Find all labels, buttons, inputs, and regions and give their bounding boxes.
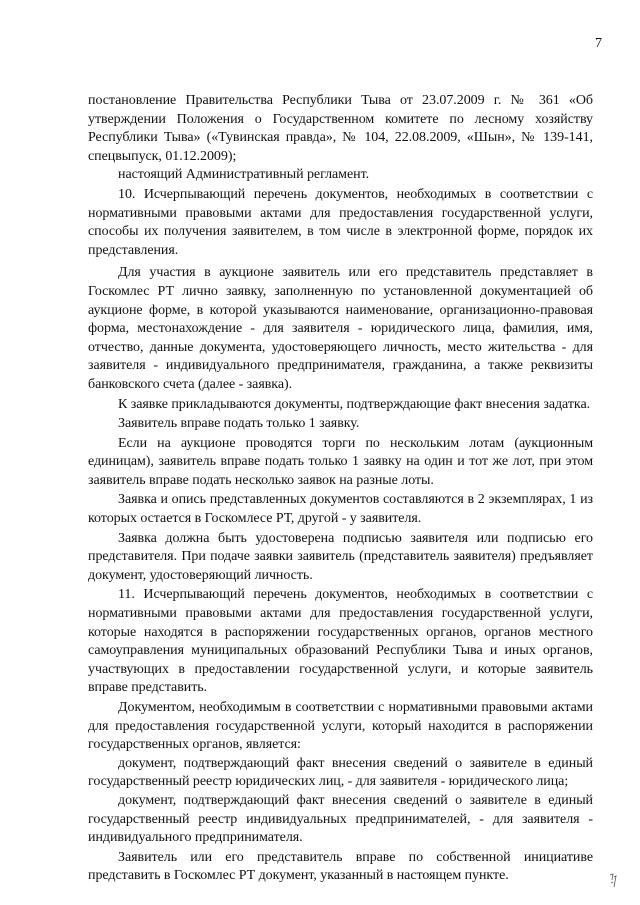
paragraph-multiple-lots: Если на аукционе проводятся торги по нескольким лотам (аукционным единицам), заявитель вправе подать только 1 заявку на один и тот же лот, при этом заявитель вправе подать несколько заявок на разные лоты. xyxy=(88,435,593,488)
document-body xyxy=(88,92,593,886)
paragraph-single-application: Заявитель вправе подать только 1 заявку. xyxy=(118,416,360,432)
paragraph-section-11: 11. Исчерпывающий перечень документов, необходимых в соответствии с нормативными правовыми актами для предоставления государственной услуги, которые находятся в распоряжении государственных органов, органов местного самоуправления муниципальных образований Республики Тыва и иных органов, участвующих в предоставлении государственной услуги, и которые заявитель вправе представить. xyxy=(88,587,593,696)
paragraph-entrepreneur-register: документ, подтверждающий факт внесения сведений о заявителе в единый государственный реестр индивидуальных предпринимателей, - для заявителя - индивидуального предпринимателя. xyxy=(88,792,593,846)
paragraph-deposit-documents: К заявке прикладываются документы, подтверждающие факт внесения задатка. xyxy=(118,396,591,412)
paragraph-legal-entity-register: документ, подтверждающий факт внесения сведений о заявителе в единый государственный реестр юридических лиц, - для заявителя - юридического лица; xyxy=(88,755,593,790)
paragraph-signature: Заявка должна быть удостоверена подписью заявителя или подписью его представителя. При подаче заявки заявитель (представитель заявителя) предъявляет документ, удостоверяющий личность. xyxy=(88,530,593,583)
handwritten-mark xyxy=(608,871,618,891)
paragraph-auction-application: Для участия в аукционе заявитель или его представитель представляет в Госкомлес РТ лично заявку, заполненную по установленной документацией об аукционе форме, в которой указываются наименование, организационно-правовая форма, местонахождение - для заявителя - юридического лица, фамилия, имя, отчество, данные документа, удостоверяющего личность, место жительства - для заявителя - индивидуального предпринимателя, гражданина, а также реквизиты банковского счета (далее - заявка). xyxy=(88,265,593,392)
paragraph-own-initiative: Заявитель или его представитель вправе по собственной инициативе представить в Госкомлес РТ документ, указанный в настоящем пункте. xyxy=(88,849,593,884)
paragraph-copies: Заявка и опись представленных документов составляются в 2 экземплярах, 1 из которых остается в Госкомлесе РТ, другой - у заявителя. xyxy=(88,492,593,527)
paragraph-resolution-reference: постановление Правительства Республики Тыва от 23.07.2009 г. № 361 «Об утверждении Положения о Государственном комитете по лесному хозяйству Республики Тыва» («Тувинская правда», № 104, 22.08.2009, «Шын», № 139-141, спецвыпуск, 01.12.2009); xyxy=(88,93,593,164)
paragraph-administrative-regulation: настоящий Административный регламент. xyxy=(118,167,370,183)
page-number: 7 xyxy=(595,36,602,51)
paragraph-section-10: 10. Исчерпывающий перечень документов, необходимых в соответствии с нормативными правовыми актами для предоставления государственной услуги, способы их получения заявителем, в том числе в электронной форме, порядок их представления. xyxy=(88,186,593,258)
paragraph-required-document: Документом, необходимым в соответствии с нормативными правовыми актами для предоставления государственной услуги, который находится в распоряжении государственных органов, является: xyxy=(88,700,593,753)
